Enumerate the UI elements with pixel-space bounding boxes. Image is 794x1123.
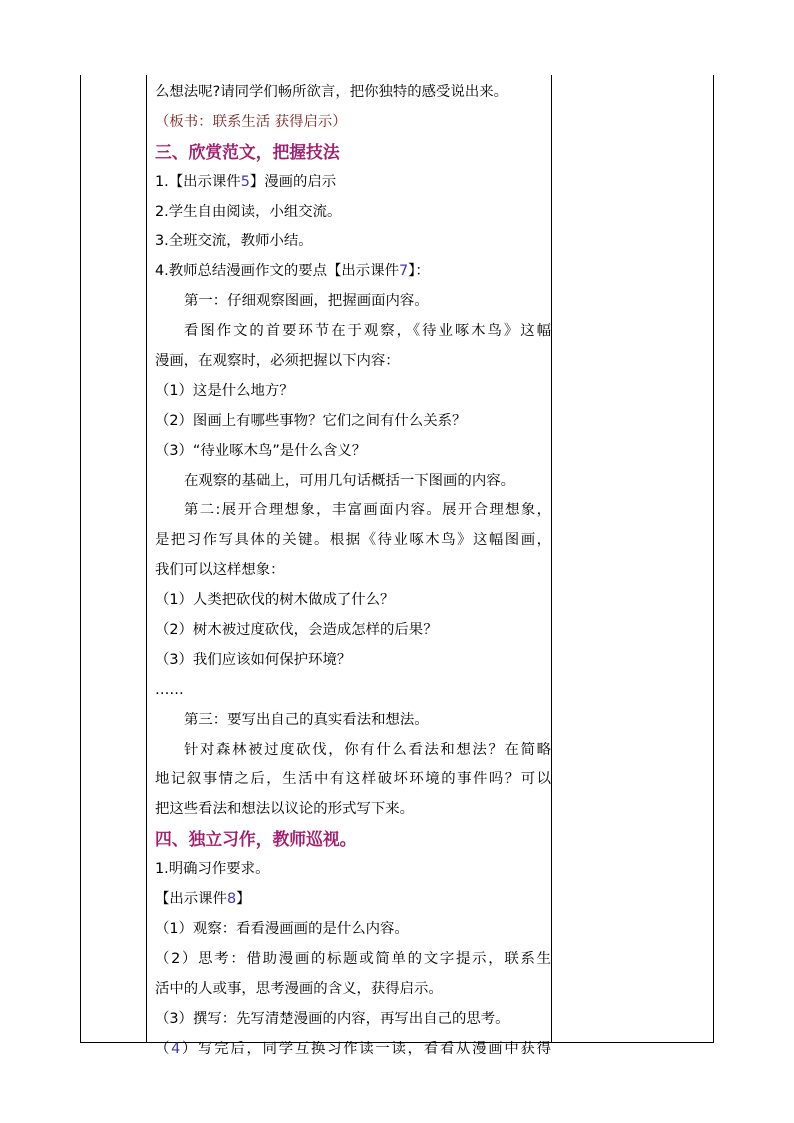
text-line: [155, 257, 551, 287]
text-line: [155, 1035, 551, 1065]
text-line: 3.全班交流，教师小结。: [155, 233, 313, 250]
text-line: （3）“待业啄木鸟”是什么含义？: [155, 442, 367, 459]
text-line: [155, 885, 551, 915]
text-line: （2）树木被过度砍伐，会造成怎样的后果？: [155, 622, 438, 639]
text-line: （板书：联系生活 获得启示）: [155, 113, 347, 130]
text-line: 1.明确习作要求。: [155, 861, 270, 878]
text-segment: 】漫画的启示: [249, 173, 337, 190]
text-line: [155, 168, 551, 198]
text-line: 我们可以这样想象：: [155, 562, 285, 579]
text-line: （3）撰写：先写清楚漫画的内容，再写出自己的思考。: [155, 1010, 510, 1027]
table-column-divider-right: [551, 75, 552, 1043]
lesson-content: [155, 78, 551, 1064]
text-segment: 1.【出示课件: [155, 173, 241, 190]
text-line: 第二:展开合理想象，丰富画面内容。展开合理想象，: [184, 502, 551, 519]
text-line: 针对森林被过度砍伐，你有什么看法和想法？在简略: [184, 741, 551, 758]
courseware-number: 5: [240, 173, 250, 190]
courseware-number: 7: [398, 263, 409, 280]
text-line: 活中的人或事，思考漫画的含义，获得启示。: [155, 980, 443, 997]
text-line: （3）我们应该如何保护环境？: [155, 651, 352, 668]
courseware-number: 8: [226, 891, 237, 908]
text-segment: 4.教师总结漫画作文的要点【出示课件: [155, 263, 399, 280]
text-segment: （: [155, 1040, 172, 1057]
text-line: ……: [155, 681, 184, 698]
text-segment: ）写完后，同学互换习作读一读，看看从漫画中获得: [180, 1040, 551, 1057]
courseware-number: 4: [171, 1040, 181, 1057]
text-line: 第三：要写出自己的真实看法和想法。: [184, 711, 429, 728]
text-line: 是把习作写具体的关键。根据《待业啄木鸟》这幅图画，: [155, 532, 551, 549]
text-line: 么想法呢?请同学们畅所欲言，把你独特的感受说出来。: [155, 84, 509, 100]
text-segment: 】：: [408, 263, 430, 280]
text-line: （2）思考：借助漫画的标题或简单的文字提示，联系生: [155, 950, 551, 967]
table-column-divider: [146, 75, 147, 1043]
text-line: （1）这是什么地方？: [155, 382, 294, 399]
text-line: 地记叙事情之后，生活中有这样破坏环境的事件吗？可以: [155, 771, 551, 788]
text-line: 2.学生自由阅读，小组交流。: [155, 203, 342, 220]
section-heading: 三、欣赏范文，把握技法: [155, 141, 340, 162]
text-line: 第一：仔细观察图画，把握画面内容。: [184, 293, 429, 310]
text-segment: 【出示课件: [155, 891, 227, 908]
text-line: 看图作文的首要环节在于观察，《待业啄木鸟》这幅: [184, 323, 551, 340]
table-border-left: [80, 75, 81, 1043]
text-line: （2）图画上有哪些事物？它们之间有什么关系？: [155, 412, 467, 429]
text-line: 漫画，在观察时，必须把握以下内容：: [155, 353, 400, 370]
section-heading: 四、独立习作，教师巡视。: [155, 829, 357, 850]
table-border-right: [713, 75, 714, 1043]
text-segment: 】: [236, 891, 251, 908]
text-line: （1）观察：看看漫画画的是什么内容。: [155, 920, 409, 937]
text-line: （1）人类把砍伐的树木做成了什么？: [155, 592, 395, 609]
text-line: 把这些看法和想法以议论的形式写下来。: [155, 801, 415, 818]
text-line: 在观察的基础上，可用几句话概括一下图画的内容。: [184, 472, 515, 489]
